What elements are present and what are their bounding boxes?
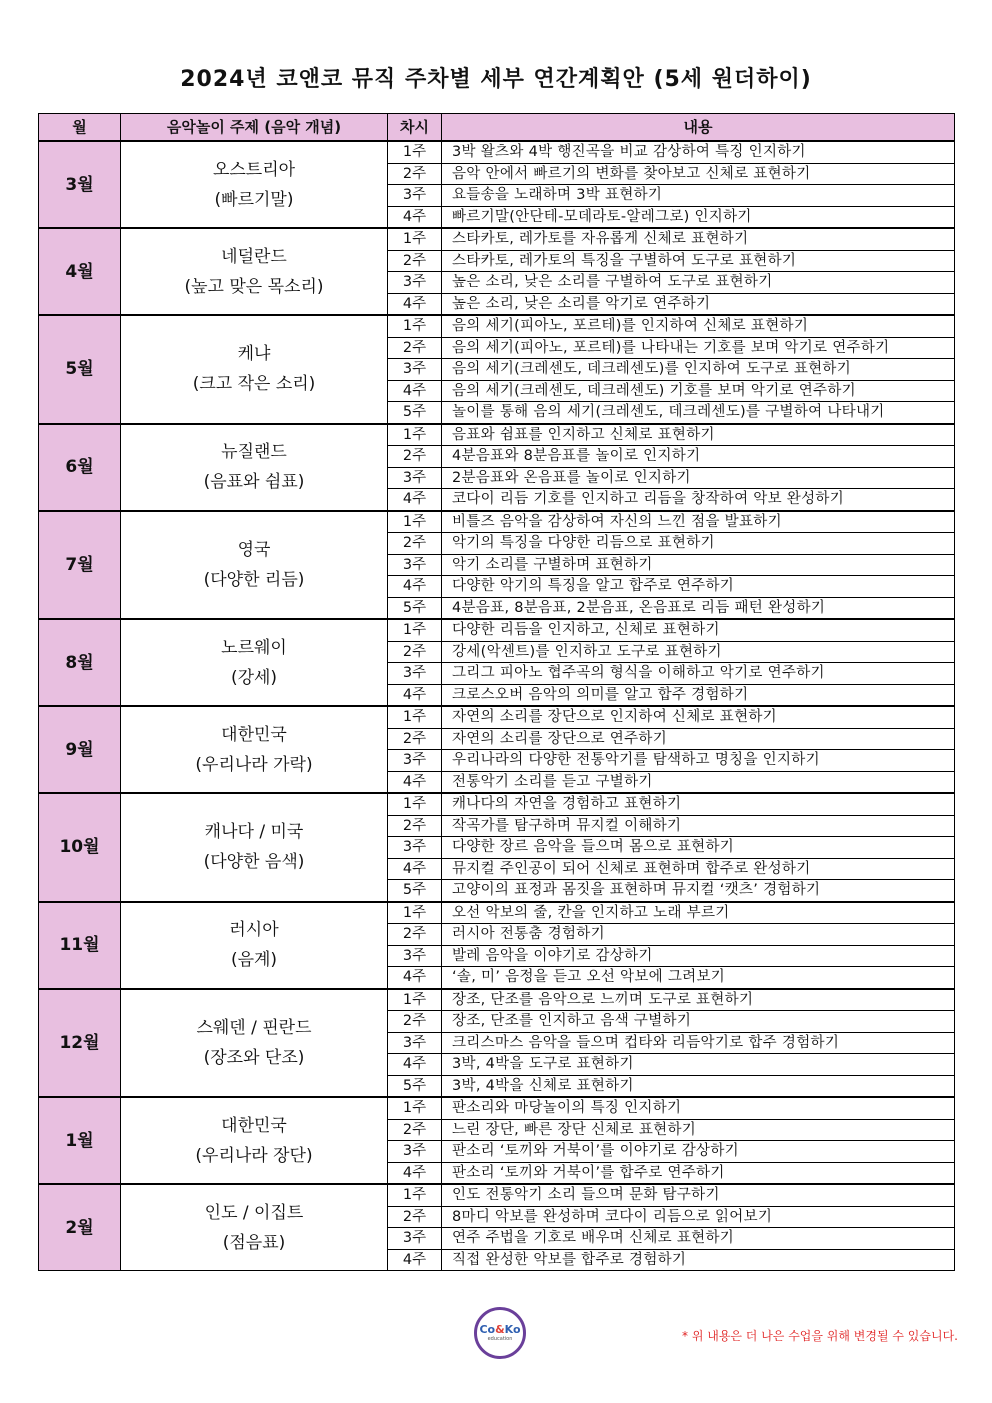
table-row [39,315,955,337]
theme-cell [121,793,388,902]
week-cell: 2주 [388,337,442,359]
week-cell: 4주 [388,576,442,598]
theme-cell [121,989,388,1098]
content-cell: 다양한 장르 음악을 들으며 몸으로 표현하기 [442,837,955,859]
table-row [39,1184,955,1206]
content-cell: 3박, 4박을 신체로 표현하기 [442,1075,955,1097]
change-notice: * 위 내용은 더 나은 수업을 위해 변경될 수 있습니다. [682,1329,958,1343]
month-cell: 3월 [39,141,121,228]
content-cell: 전통악기 소리를 듣고 구별하기 [442,771,955,793]
week-cell: 1주 [388,511,442,533]
week-cell: 5주 [388,1075,442,1097]
week-cell: 1주 [388,902,442,924]
content-cell: 3박 왈츠와 4박 행진곡을 비교 감상하여 특징 인지하기 [442,141,955,163]
content-cell: 강세(악센트)를 인지하고 도구로 표현하기 [442,641,955,663]
week-cell: 1주 [388,315,442,337]
week-cell: 2주 [388,641,442,663]
content-cell: 음의 세기(피아노, 포르테)를 인지하여 신체로 표현하기 [442,315,955,337]
week-cell: 3주 [388,945,442,967]
week-cell: 3주 [388,554,442,576]
week-cell: 2주 [388,446,442,468]
content-cell: 러시아 전통춤 경험하기 [442,924,955,946]
theme-cell [121,228,388,315]
content-cell: 판소리 ‘토끼와 거북이’를 이야기로 감상하기 [442,1141,955,1163]
theme-cell [121,141,388,228]
table-row [39,511,955,533]
month-cell: 1월 [39,1097,121,1184]
theme-concept: (우리나라 장단) [195,1145,313,1166]
content-cell: 크리스마스 음악을 들으며 컵타와 리듬악기로 합주 경험하기 [442,1032,955,1054]
content-cell: 비틀즈 음악을 감상하여 자신의 느낀 점을 발표하기 [442,511,955,533]
month-cell: 4월 [39,228,121,315]
logo-text: Co&Ko [479,1322,521,1336]
month-cell: 7월 [39,511,121,620]
content-cell: 악기의 특징을 다양한 리듬으로 표현하기 [442,533,955,555]
week-cell: 3주 [388,1032,442,1054]
content-cell: 크로스오버 음악의 의미를 알고 합주 경험하기 [442,684,955,706]
content-cell: 발레 음악을 이야기로 감상하기 [442,945,955,967]
content-cell: 뮤지컬 주인공이 되어 신체로 표현하며 합주로 완성하기 [442,858,955,880]
content-cell: 고양이의 표정과 몸짓을 표현하며 뮤지컬 ‘캣츠’ 경험하기 [442,880,955,902]
theme-country: 스웨덴 / 핀란드 [196,1017,312,1038]
theme-cell [121,511,388,620]
content-cell: 우리나라의 다양한 전통악기를 탐색하고 명칭을 인지하기 [442,750,955,772]
content-cell: 음의 세기(피아노, 포르테)를 나타내는 기호를 보며 악기로 연주하기 [442,337,955,359]
month-group [39,793,955,902]
content-cell: 2분음표와 온음표를 놀이로 인지하기 [442,467,955,489]
week-cell: 1주 [388,706,442,728]
content-cell: 자연의 소리를 장단으로 연주하기 [442,728,955,750]
annual-plan-table [38,113,955,1271]
page-title: 2024년 코앤코 뮤직 주차별 세부 연간계획안 (5세 원더하이) [180,67,812,92]
theme-country: 대한민국 [221,724,287,745]
theme-concept: (음계) [230,950,278,970]
content-cell: 음악 안에서 빠르기의 변화를 찾아보고 신체로 표현하기 [442,163,955,185]
theme-cell [121,1097,388,1184]
content-cell: 스타카토, 레가토를 자유롭게 신체로 표현하기 [442,228,955,250]
content-cell: 장조, 단조를 인지하고 음색 구별하기 [442,1011,955,1033]
month-group [39,141,955,228]
theme-cell [121,902,388,989]
week-cell: 2주 [388,1011,442,1033]
content-cell: 놀이를 통해 음의 세기(크레센도, 데크레센도)를 구별하여 나타내기 [442,402,955,424]
week-cell: 5주 [388,597,442,619]
month-cell: 12월 [39,989,121,1098]
content-cell: 음의 세기(크레센도, 데크레센도)를 인지하여 도구로 표현하기 [442,359,955,381]
content-cell: 요들송을 노래하며 3박 표현하기 [442,185,955,207]
theme-country: 케냐 [237,344,271,365]
week-cell: 5주 [388,880,442,902]
month-group [39,511,955,620]
theme-cell [121,1184,388,1271]
month-group [39,1097,955,1184]
coko-logo [474,1307,526,1359]
week-cell: 4주 [388,1162,442,1184]
week-cell: 4주 [388,967,442,989]
theme-concept: (다양한 리듬) [203,569,305,590]
theme-cell [121,619,388,706]
content-cell: 그리그 피아노 협주곡의 형식을 이해하고 악기로 연주하기 [442,663,955,685]
theme-concept: (높고 맞은 목소리) [184,276,324,297]
theme-concept: (장조와 단조) [203,1047,305,1068]
table-row [39,706,955,728]
content-cell: 판소리 ‘토끼와 거북이’를 합주로 연주하기 [442,1162,955,1184]
week-cell: 2주 [388,815,442,837]
week-cell: 3주 [388,467,442,489]
week-cell: 3주 [388,1141,442,1163]
content-cell: 악기 소리를 구별하며 표현하기 [442,554,955,576]
week-cell: 3주 [388,359,442,381]
month-cell: 8월 [39,619,121,706]
week-cell: 4주 [388,1249,442,1271]
theme-concept: (빠르기말) [214,189,294,210]
week-cell: 1주 [388,1184,442,1206]
theme-concept: (크고 작은 소리) [192,374,316,395]
content-cell: 다양한 악기의 특징을 알고 합주로 연주하기 [442,576,955,598]
week-cell: 2주 [388,924,442,946]
content-cell: 다양한 리듬을 인지하고, 신체로 표현하기 [442,619,955,641]
week-cell: 1주 [388,424,442,446]
theme-concept: (다양한 음색) [203,852,305,873]
week-cell: 4주 [388,489,442,511]
week-cell: 5주 [388,402,442,424]
week-cell: 4주 [388,858,442,880]
theme-cell [121,706,388,793]
theme-country: 오스트리아 [212,159,296,180]
month-group [39,1184,955,1271]
content-cell: 자연의 소리를 장단으로 인지하여 신체로 표현하기 [442,706,955,728]
table-row [39,989,955,1011]
content-cell: 4분음표, 8분음표, 2분음표, 온음표로 리듬 패턴 완성하기 [442,597,955,619]
week-cell: 3주 [388,750,442,772]
month-group [39,315,955,424]
logo-subtext: education [487,1335,513,1342]
month-cell: 10월 [39,793,121,902]
week-cell: 3주 [388,1228,442,1250]
week-cell: 4주 [388,684,442,706]
theme-concept: (우리나라 가락) [195,754,313,775]
theme-country: 캐나다 / 미국 [204,822,304,843]
week-cell: 1주 [388,989,442,1011]
content-cell: 빠르기말(안단테-모데라토-알레그로) 인지하기 [442,206,955,228]
week-cell: 1주 [388,141,442,163]
theme-country: 러시아 [229,920,279,940]
content-cell: 높은 소리, 낮은 소리를 구별하여 도구로 표현하기 [442,272,955,294]
week-cell: 4주 [388,771,442,793]
table-row [39,141,955,163]
table-row [39,902,955,924]
week-cell: 4주 [388,206,442,228]
theme-concept: (점음표) [222,1232,286,1253]
content-cell: 직접 완성한 악보를 합주로 경험하기 [442,1249,955,1271]
week-cell: 3주 [388,663,442,685]
content-cell: 스타카토, 레가토의 특징을 구별하여 도구로 표현하기 [442,250,955,272]
month-group [39,989,955,1098]
theme-cell [121,424,388,511]
week-cell: 1주 [388,793,442,815]
header-month: 월 [39,114,121,142]
content-cell: 인도 전통악기 소리 들으며 문화 탐구하기 [442,1184,955,1206]
month-group [39,228,955,315]
content-cell: 8마디 악보를 완성하며 코다이 리듬으로 읽어보기 [442,1206,955,1228]
theme-country: 네덜란드 [221,246,287,267]
content-cell: 음표와 쉼표를 인지하고 신체로 표현하기 [442,424,955,446]
month-cell: 2월 [39,1184,121,1271]
week-cell: 2주 [388,728,442,750]
header-content: 내용 [442,114,955,142]
theme-concept: (강세) [230,667,278,688]
content-cell: 오선 악보의 줄, 칸을 인지하고 노래 부르기 [442,902,955,924]
content-cell: 느린 장단, 빠른 장단 신체로 표현하기 [442,1119,955,1141]
theme-country: 뉴질랜드 [221,442,287,462]
header-theme: 음악놀이 주제 (음악 개념) [121,114,388,142]
month-group [39,706,955,793]
month-cell: 11월 [39,902,121,989]
week-cell: 2주 [388,1119,442,1141]
content-cell: 연주 주법을 기호로 배우며 신체로 표현하기 [442,1228,955,1250]
week-cell: 1주 [388,1097,442,1119]
week-cell: 1주 [388,228,442,250]
content-cell: 3박, 4박을 도구로 표현하기 [442,1054,955,1076]
month-group [39,619,955,706]
month-cell: 6월 [39,424,121,511]
theme-concept: (음표와 쉼표) [203,472,305,492]
content-cell: 장조, 단조를 음악으로 느끼며 도구로 표현하기 [442,989,955,1011]
week-cell: 2주 [388,1206,442,1228]
month-cell: 9월 [39,706,121,793]
theme-cell [121,315,388,424]
week-cell: 3주 [388,272,442,294]
content-cell: ‘솔, 미’ 음정을 듣고 오선 악보에 그려보기 [442,967,955,989]
table-row [39,424,955,446]
content-cell: 작곡가를 탐구하며 뮤지컬 이해하기 [442,815,955,837]
theme-country: 노르웨이 [221,637,287,658]
theme-country: 영국 [237,539,271,560]
week-cell: 4주 [388,293,442,315]
week-cell: 4주 [388,1054,442,1076]
table-row [39,619,955,641]
table-row [39,793,955,815]
month-group [39,902,955,989]
content-cell: 캐나다의 자연을 경험하고 표현하기 [442,793,955,815]
week-cell: 2주 [388,250,442,272]
week-cell: 1주 [388,619,442,641]
month-cell: 5월 [39,315,121,424]
content-cell: 음의 세기(크레센도, 데크레센도) 기호를 보며 악기로 연주하기 [442,380,955,402]
theme-country: 대한민국 [221,1115,287,1136]
table-header-row [39,114,955,142]
header-week: 차시 [388,114,442,142]
content-cell: 4분음표와 8분음표를 놀이로 인지하기 [442,446,955,468]
week-cell: 4주 [388,380,442,402]
theme-country: 인도 / 이집트 [204,1202,304,1223]
table-row [39,228,955,250]
month-group [39,424,955,511]
content-cell: 높은 소리, 낮은 소리를 악기로 연주하기 [442,293,955,315]
week-cell: 2주 [388,533,442,555]
week-cell: 2주 [388,163,442,185]
table-row [39,1097,955,1119]
content-cell: 판소리와 마당놀이의 특징 인지하기 [442,1097,955,1119]
week-cell: 3주 [388,837,442,859]
week-cell: 3주 [388,185,442,207]
content-cell: 코다이 리듬 기호를 인지하고 리듬을 창작하여 악보 완성하기 [442,489,955,511]
